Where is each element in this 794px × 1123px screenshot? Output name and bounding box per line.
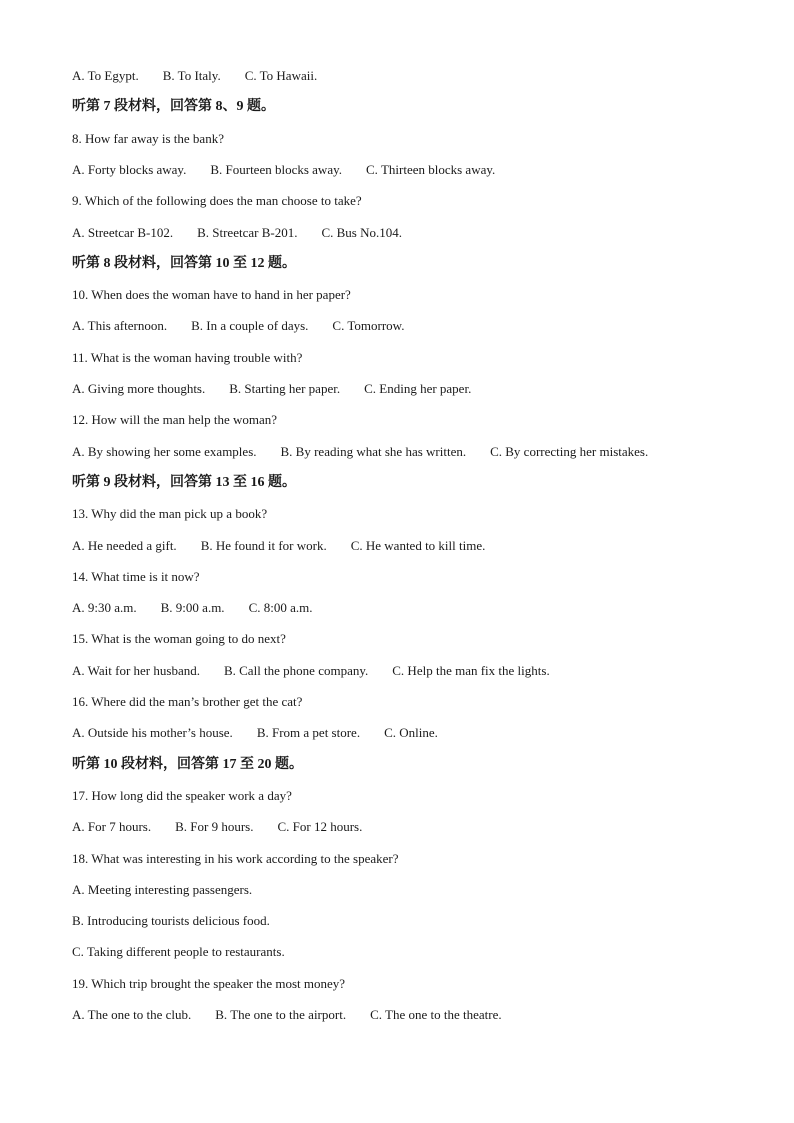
answer-option: B. Call the phone company. [223, 663, 369, 678]
answer-options [72, 600, 312, 616]
answer-options [72, 538, 485, 554]
answer-option: B. In a couple of days. [191, 318, 309, 333]
answer-option: B. By reading what she has written. [280, 444, 467, 459]
question-text: 10. When does the woman have to hand in her paper? [72, 287, 351, 302]
answer-options [72, 819, 362, 835]
question-text: 11. What is the woman having trouble with? [72, 350, 303, 365]
answer-options [72, 162, 495, 178]
answer-options [72, 725, 438, 741]
question-text: 8. How far away is the bank? [72, 131, 224, 146]
answer-option: B. For 9 hours. [175, 819, 254, 834]
answer-option: C. The one to the theatre. [370, 1007, 502, 1022]
answer-option: B. Starting her paper. [229, 381, 341, 396]
section-heading: 听第 7 段材料，回答第 8、9 题。 [72, 99, 275, 114]
answer-option: A. Outside his mother’s house. [72, 725, 233, 740]
answer-option: A. The one to the club. [72, 1007, 192, 1022]
question-text: 16. Where did the man’s brother get the cat? [72, 694, 303, 709]
answer-option: C. Ending her paper. [364, 381, 472, 396]
answer-option: A. Forty blocks away. [72, 162, 187, 177]
question-text: 9. Which of the following does the man choose to take? [72, 193, 362, 208]
answer-option: C. Bus No.104. [321, 225, 403, 240]
answer-option: A. This afternoon. [72, 318, 168, 333]
question-text: 18. What was interesting in his work according to the speaker? [72, 851, 399, 866]
answer-option: C. By correcting her mistakes. [490, 444, 649, 459]
answer-option: B. 9:00 a.m. [160, 600, 225, 615]
answer-option: B. From a pet store. [256, 725, 361, 740]
answer-option: C. Thirteen blocks away. [366, 162, 496, 177]
section-heading: 听第 10 段材料，回答第 17 至 20 题。 [72, 757, 303, 772]
answer-options [72, 68, 317, 84]
answer-options [72, 663, 550, 679]
answer-option: C. 8:00 a.m. [248, 600, 313, 615]
answer-option: A. By showing her some examples. [72, 444, 257, 459]
answer-options [72, 318, 404, 334]
answer-options [72, 1007, 502, 1023]
answer-option: C. To Hawaii. [244, 68, 318, 83]
answer-option: B. Fourteen blocks away. [210, 162, 343, 177]
answer-options [72, 444, 648, 460]
answer-option: C. For 12 hours. [277, 819, 363, 834]
section-heading: 听第 9 段材料，回答第 13 至 16 题。 [72, 475, 296, 490]
section-heading: 听第 8 段材料，回答第 10 至 12 题。 [72, 256, 296, 271]
answer-option: C. Help the man fix the lights. [392, 663, 550, 678]
answer-option: B. To Italy. [162, 68, 221, 83]
answer-option: C. He wanted to kill time. [350, 538, 486, 553]
answer-option: B. Streetcar B-201. [197, 225, 298, 240]
answer-option: A. To Egypt. [72, 68, 139, 83]
answer-options [72, 381, 471, 397]
answer-option: C. Online. [384, 725, 438, 740]
question-text: A. Meeting interesting passengers. [72, 882, 253, 897]
answer-option: B. He found it for work. [200, 538, 327, 553]
answer-option: A. Streetcar B-102. [72, 225, 174, 240]
answer-option: C. Tomorrow. [332, 318, 405, 333]
answer-option: A. Wait for her husband. [72, 663, 200, 678]
question-text: 17. How long did the speaker work a day? [72, 788, 292, 803]
question-text: B. Introducing tourists delicious food. [72, 913, 270, 928]
question-text: 12. How will the man help the woman? [72, 412, 278, 427]
question-text: 19. Which trip brought the speaker the most money? [72, 976, 346, 991]
question-text: 14. What time is it now? [72, 569, 200, 584]
answer-option: A. For 7 hours. [72, 819, 152, 834]
answer-options [72, 225, 402, 241]
question-text: 13. Why did the man pick up a book? [72, 506, 268, 521]
answer-option: A. He needed a gift. [72, 538, 177, 553]
question-text: 15. What is the woman going to do next? [72, 631, 286, 646]
answer-option: B. The one to the airport. [215, 1007, 347, 1022]
answer-option: A. Giving more thoughts. [72, 381, 206, 396]
question-text: C. Taking different people to restaurants. [72, 944, 285, 959]
answer-option: A. 9:30 a.m. [72, 600, 137, 615]
